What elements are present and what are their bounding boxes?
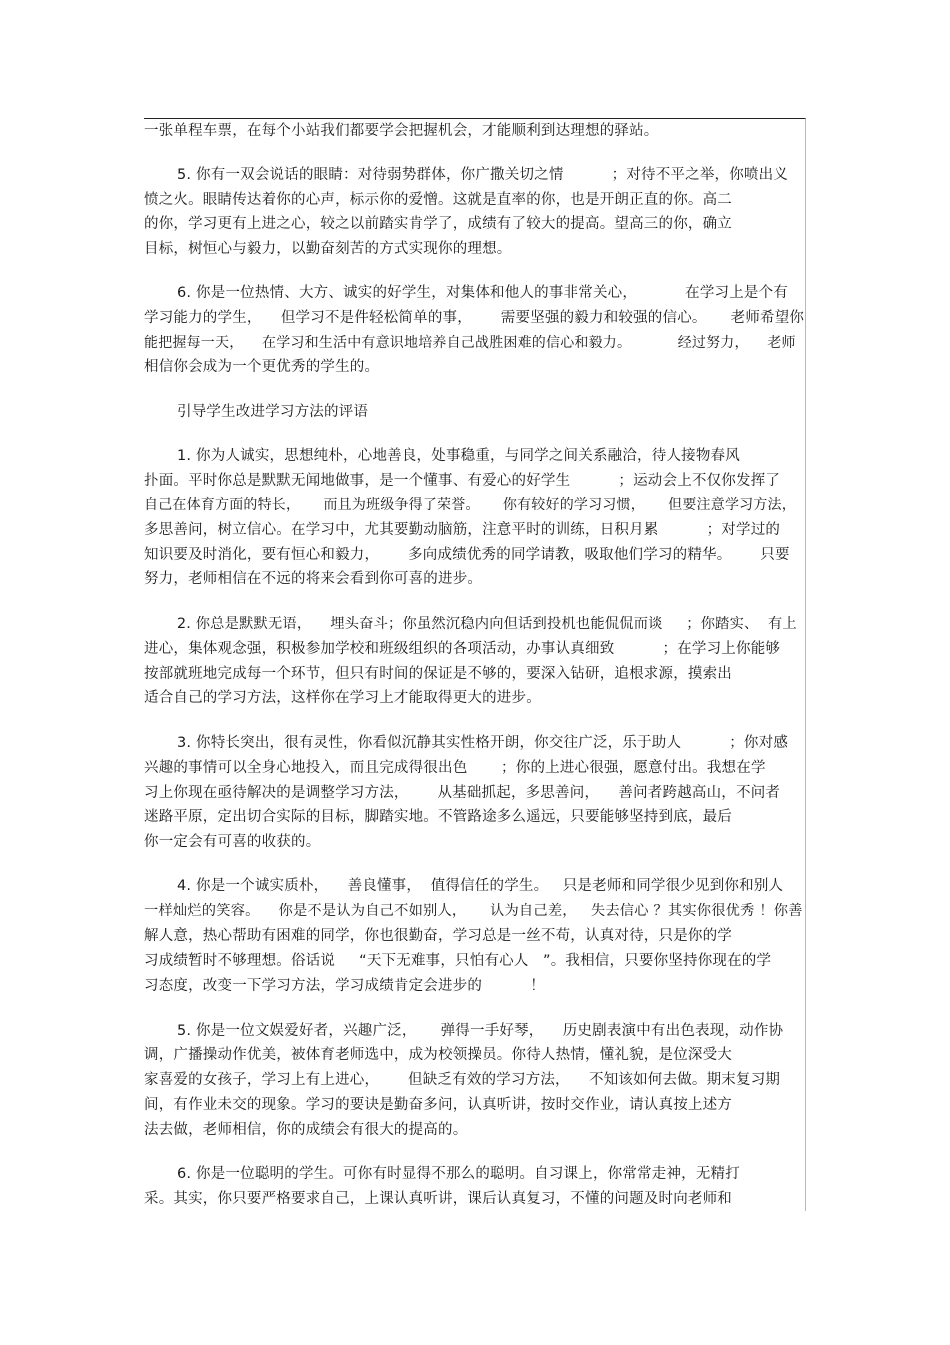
text-line: 家喜爱的女孩子，学习上有上进心， 但缺乏有效的学习方法， 不知该如何去做。期末复习期 bbox=[144, 1072, 781, 1088]
paragraph-first-line: 1. 你为人诚实，思想纯朴，心地善良，处事稳重，与同学之间关系融洽，待人接物春风 bbox=[177, 448, 740, 464]
text-line: 适合自己的学习方法，这样你在学习上才能取得更大的进步。 bbox=[144, 690, 541, 706]
text-line: 习成绩暂时不够理想。俗话说 “天下无难事，只怕有心人 ”。我相信，只要你坚持你现在的学 bbox=[144, 953, 772, 969]
text-line: 自己在体育方面的特长， 而且为班级争得了荣誉。 你有较好的学习习惯， 但要注意学习方法， bbox=[144, 497, 796, 513]
text-line: 能把握每一天， 在学习和生活中有意识地培养自己战胜困难的信心和毅力。 经过努力， 老师 bbox=[144, 335, 796, 351]
text-line: 法去做，老师相信，你的成绩会有很大的提高的。 bbox=[144, 1122, 468, 1138]
text-line: 学习能力的学生， 但学习不是件轻松简单的事， 需要坚强的毅力和较强的信心。 老师希望你 bbox=[144, 310, 805, 326]
paragraph-first-line: 5. 你是一位文娱爱好者，兴趣广泛， 弹得一手好琴， 历史剧表演中有出色表现，动作协 bbox=[177, 1023, 784, 1039]
text-line: 扑面。平时你总是默默无闻地做事，是一个懂事、有爱心的好学生 ；运动会上不仅你发挥了 bbox=[144, 473, 781, 489]
section-heading: 引导学生改进学习方法的评语 bbox=[177, 404, 369, 420]
paragraph-first-line: 3. 你特长突出，很有灵性，你看似沉静其实性格开朗，你交往广泛，乐于助人 ；你对感 bbox=[177, 735, 789, 751]
text-line: 目标，树恒心与毅力，以勤奋刻苦的方式实现你的理想。 bbox=[144, 241, 512, 257]
paragraph-first-line: 6. 你是一位热情、大方、诚实的好学生，对集体和他人的事非常关心， 在学习上是个有 bbox=[177, 285, 789, 301]
paragraph-first-line: 6. 你是一位聪明的学生。可你有时显得不那么的聪明。自习课上，你常常走神，无精打 bbox=[177, 1166, 740, 1182]
paragraph-first-line: 5. 你有一双会说话的眼睛：对待弱势群体，你广撒关切之情 ；对待不平之举，你喷出义 bbox=[177, 167, 789, 183]
document-page bbox=[144, 118, 806, 1211]
text-line: 间，有作业未交的现象。学习的要诀是勤奋多问，认真听讲，按时交作业，请认真按上述方 bbox=[144, 1097, 732, 1113]
text-line: 努力，老师相信在不远的将来会看到你可喜的进步。 bbox=[144, 571, 483, 587]
text-line: 按部就班地完成每一个环节，但只有时间的保证是不够的，要深入钻研，追根求源，摸索出 bbox=[144, 666, 732, 682]
text-line: 知识要及时消化，要有恒心和毅力， 多向成绩优秀的同学请教，吸取他们学习的精华。 只要 bbox=[144, 547, 790, 563]
text-line: 多思善问，树立信心。在学习中，尤其要勤动脑筋，注意平时的训练，日积月累 ；对学过的 bbox=[144, 522, 781, 538]
text-line: 兴趣的事情可以全身心地投入，而且完成得很出色 ；你的上进心很强，愿意付出。我想在学 bbox=[144, 760, 766, 776]
text-line: 习上你现在亟待解决的是调整学习方法， 从基础抓起，多思善问， 善问者跨越高山，不问者 bbox=[144, 785, 781, 801]
text-line: 解人意，热心帮助有困难的同学，你也很勤奋，学习总是一丝不苟，认真对待，只是你的学 bbox=[144, 928, 732, 944]
text-line: 调，广播操动作优美，被体育老师选中，成为校领操员。你待人热情，懂礼貌，是位深受大 bbox=[144, 1047, 732, 1063]
text-line: 愤之火。眼睛传达着你的心声，标示你的爱憎。这就是直率的你，也是开朗正直的你。高二 bbox=[144, 192, 732, 208]
text-line: 习态度，改变一下学习方法，学习成绩肯定会进步的 ！ bbox=[144, 978, 545, 994]
paragraph-first-line: 4. 你是一个诚实质朴， 善良懂事， 值得信任的学生。 只是老师和同学很少见到你和别人 bbox=[177, 878, 784, 894]
text-line: 进心，集体观念强，积极参加学校和班级组织的各项活动，办事认真细致 ；在学习上你能够 bbox=[144, 641, 781, 657]
text-line: 相信你会成为一个更优秀的学生的。 bbox=[144, 359, 380, 375]
text-line: 的你，学习更有上进之心，较之以前踏实肯学了，成绩有了较大的提高。望高三的你，确立 bbox=[144, 216, 732, 232]
text-line: 迷路平原，定出切合实际的目标，脚踏实地。不管路途多么遥远，只要能够坚持到底，最后 bbox=[144, 809, 732, 825]
text-line: 一张单程车票，在每个小站我们都要学会把握机会，才能顺利到达理想的驿站。 bbox=[144, 123, 659, 139]
text-line: 你一定会有可喜的收获的。 bbox=[144, 834, 321, 850]
text-line: 采。其实，你只要严格要求自己，上课认真听讲，课后认真复习，不懂的问题及时向老师和 bbox=[144, 1191, 732, 1207]
paragraph-first-line: 2. 你总是默默无语， 埋头奋斗；你虽然沉稳内向但话到投机也能侃侃而谈 ；你踏实、 有上 bbox=[177, 616, 797, 632]
text-line: 一样灿烂的笑容。 你是不是认为自己不如别人， 认为自己差， 失去信心 ？其实你很优秀 ！你善 bbox=[144, 903, 803, 919]
